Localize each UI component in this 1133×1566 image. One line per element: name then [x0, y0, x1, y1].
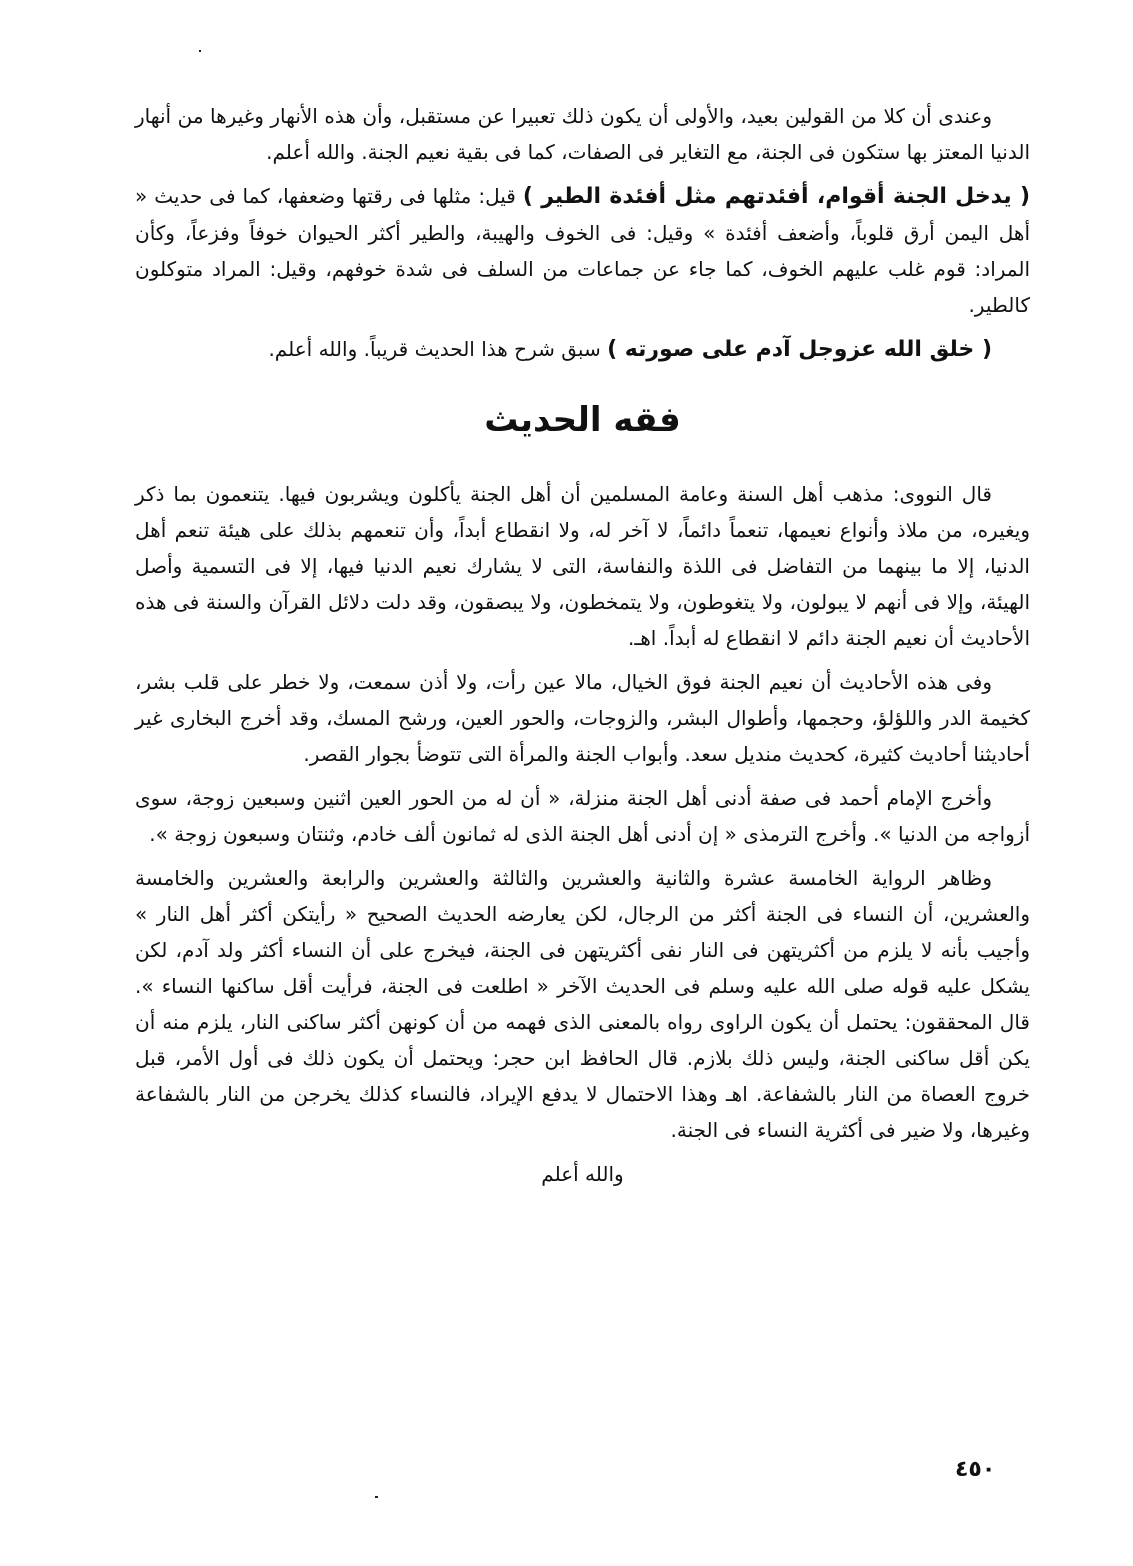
paragraph-hadith-adam-image — [135, 331, 1030, 368]
hadith-commentary: قيل: مثلها فى رقتها وضعفها، كما فى حديث « أهل اليمن أرق قلوباً، وأضعف أفئدة » وقيل: فى الخوف والهيبة، والطير أكثر الحيوان خوفاً وفزعاً، وكأن المراد: قوم غلب عليهم الخوف، كما جاء عن جماعات من السلف فى شدة خوفهم، وقيل: المراد متوكلون كالطير. — [135, 184, 1030, 317]
hadith-quote: ( خلق الله عزوجل آدم على صورته ) — [607, 337, 992, 362]
paragraph-hadith-bird-hearts — [135, 178, 1030, 323]
closing-phrase: والله أعلم — [541, 1162, 624, 1186]
scan-speck — [199, 50, 201, 52]
section-heading: فقه الحديث — [484, 400, 681, 440]
hadith-quote: ( يدخل الجنة أقوام، أفئدتهم مثل أفئدة الطير ) — [522, 184, 1030, 209]
paragraph-paradise-beyond-imagination: وفى هذه الأحاديث أن نعيم الجنة فوق الخيال، مالا عين رأت، ولا أذن سمعت، ولا خطر على قلب بشر، كخيمة الدر واللؤلؤ، وحجمها، وأطوال البشر، والزوجات، والحور العين، ورشح المسك، وقد أخرج البخارى غير أحاديثنا أحاديث كثيرة، كحديث منديل سعد. وأبواب الجنة والمرأة التى تتوضأ بجوار القصر. — [135, 670, 1030, 766]
paragraph-opinion: وعندى أن كلا من القولين بعيد، والأولى أن يكون ذلك تعبيرا عن مستقبل، وأن هذه الأنهار وغيرها من أنهار الدنيا المعتز بها ستكون فى الجنة، مع التغاير فى الصفات، كما فى بقية نعيم الجنة. والله أعلم. — [135, 104, 1030, 164]
hadith-commentary: سبق شرح هذا الحديث قريباً. والله أعلم. — [268, 337, 608, 361]
paragraph-nawawi: قال النووى: مذهب أهل السنة وعامة المسلمين أن أهل الجنة يأكلون ويشربون فيها. يتنعمون بما ذكر ويغيره، من ملاذ وأنواع نعيمها، تنعماً دائماً، لا آخر له، ولا انقطاع أبداً، وأن تنعمهم بذلك على هيئة تنعم أهل الدنيا، إلا ما بينهما من التفاضل فى اللذة والنفاسة، التى لا يشارك نعيم الدنيا فيها، إلا فى التسمية وأصل الهيئة، وإلا فى أنهم لا يبولون، ولا يتغوطون، ولا يتمخطون، ولا يبصقون، وقد دلت دلائل القرآن والسنة فى هذه الأحاديث أن نعيم الجنة دائم لا انقطاع له أبداً. اهـ. — [135, 482, 1030, 650]
document-page — [135, 98, 1030, 1192]
paragraph-imam-ahmad: وأخرج الإمام أحمد فى صفة أدنى أهل الجنة منزلة، « أن له من الحور العين اثنين وسبعين زوجة، سوى أزواجه من الدنيا ». وأخرج الترمذى « إن أدنى أهل الجنة الذى له ثمانون ألف خادم، وثنتان وسبعون زوجة ». — [135, 786, 1030, 846]
scan-speck — [375, 1496, 378, 1498]
page-number: ٤٥٠ — [955, 1457, 996, 1482]
paragraph-women-in-paradise: وظاهر الرواية الخامسة عشرة والثانية والعشرين والثالثة والعشرين والرابعة والعشرين والخامسة والعشرين، أن النساء فى الجنة أكثر من الرجال، لكن يعارضه الحديث الصحيح « رأيتكن أكثر أهل النار » وأجيب بأنه لا يلزم من أكثريتهن فى النار نفى أكثريتهن فى الجنة، فيخرج على أن النساء أكثر ولد آدم، لكن يشكل عليه قوله صلى الله عليه وسلم فى الحديث الآخر « اطلعت فى الجنة، فرأيت أقل ساكنها النساء ». قال المحققون: يحتمل أن يكون الراوى رواه بالمعنى الذى فهمه من أن كونهن أكثر ساكنى النار، يلزم منه أن يكن أقل ساكنى الجنة، وليس ذلك بلازم. قال الحافظ ابن حجر: ويحتمل أن يكون ذلك فى أول الأمر، قبل خروج العصاة من النار بالشفاعة. اهـ وهذا الاحتمال لا يدفع الإيراد، فالنساء كذلك يخرجن من النار بالشفاعة وغيرها، ولا ضير فى أكثرية النساء فى الجنة. — [135, 866, 1030, 1142]
